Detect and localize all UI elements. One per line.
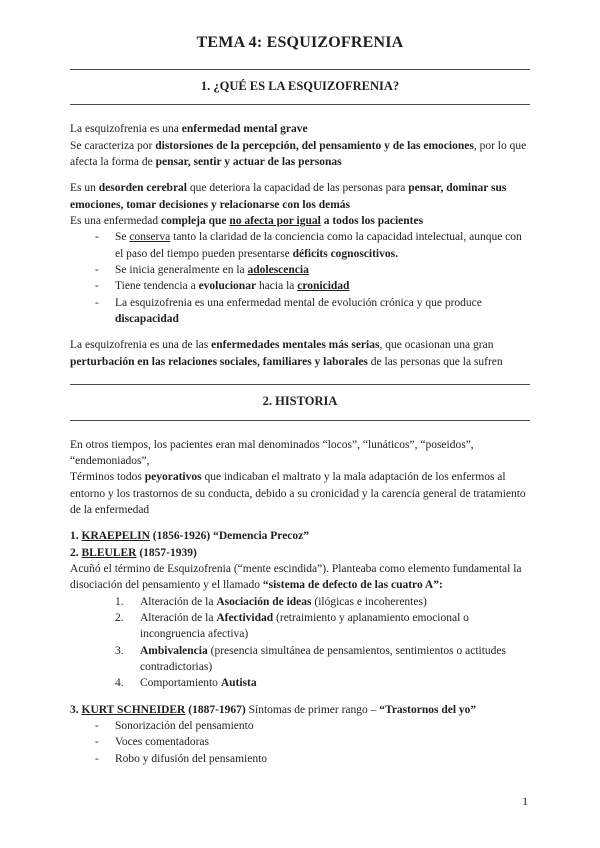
section-1-header [70, 69, 530, 106]
paragraph: La esquizofrenia es una enfermedad mental grave [70, 123, 308, 136]
list-item-text: Alteración de la Asociación de ideas (ilógicas e incoherentes) [140, 595, 427, 608]
list-item [95, 718, 530, 734]
bullet-marker: - [95, 736, 99, 749]
list-item [95, 295, 530, 328]
paragraph-schneider: 3. KURT SCHNEIDER (1887-1967) Síntomas de primer rango – “Trastornos del yo” [70, 703, 477, 716]
list-item [95, 734, 530, 750]
paragraph: Acuñó el término de Esquizofrenia (“mente escindida”). Planteaba como elemento fundamental la disociación del pensamiento y el llamado “sistema de defecto de las cuatro A”: [70, 563, 522, 592]
list-item-text: Sonorización del pensamiento [115, 720, 254, 733]
list-item-text: Robo y difusión del pensamiento [115, 752, 268, 765]
number-marker: 1. [115, 595, 124, 608]
list-item [95, 278, 530, 294]
document-title: TEMA 4: ESQUIZOFRENIA [196, 34, 404, 51]
list-item [95, 229, 530, 262]
bullet-marker: - [95, 280, 99, 293]
paragraph: Es un desorden cerebral que deteriora la capacidad de las personas para pensar, dominar sus emociones, tomar decisiones y relacionarse con los demás [70, 182, 507, 211]
paragraph: En otros tiempos, los pacientes eran mal denominados “locos”, “lunáticos”, “poseidos”, “endemoniados”, [70, 438, 474, 468]
paragraph-kraepelin: 1. KRAEPELIN (1856-1926) “Demencia Precoz” [70, 530, 310, 543]
paragraph: La esquizofrenia es una de las enfermedades mentales más serias, que ocasionan una gran perturbación en las relaciones sociales, familiares y laborales de las personas que la sufren [70, 339, 503, 368]
list-item-text: Se conserva tanto la claridad de la conciencia como la capacidad intelectual, aunque con el paso del tiempo pueden presentarse déficits cognoscitivos. [115, 231, 522, 260]
paragraph-bleuler: 2. BLEULER (1857-1939) [70, 546, 197, 559]
bullet-marker: - [95, 231, 99, 244]
list-item [115, 643, 530, 676]
bullet-marker: - [95, 296, 99, 309]
number-marker: 2. [115, 612, 124, 625]
list-item [95, 262, 530, 278]
paragraph: Términos todos peyorativos que indicaban el maltrato y la mala adaptación de los enfermos al entorno y los trastornos de su conducta, debido a su cronicidad y la carencia general de tratamiento de la enfermedad [70, 471, 526, 517]
paragraph: Se caracteriza por distorsiones de la percepción, del pensamiento y de las emociones, por lo que afecta la forma de pensar, sentir y actuar de las personas [70, 139, 527, 169]
section-2-header [70, 384, 530, 421]
list-item-text: La esquizofrenia es una enfermedad mental de evolución crónica y que produce discapacidad [115, 296, 482, 326]
list-item [115, 675, 530, 691]
page-number: 1 [522, 795, 528, 808]
section-1-heading: 1. ¿QUÉ ES LA ESQUIZOFRENIA? [200, 78, 400, 93]
list-item-text: Comportamiento Autista [140, 677, 257, 690]
list-item-text: Ambivalencia (presencia simultánea de pensamientos, sentimientos o actitudes contradictorias) [140, 644, 507, 674]
number-marker: 4. [115, 677, 124, 690]
list-item-text: Alteración de la Afectividad (retraimiento y aplanamiento emocional o incongruencia afectiva) [140, 612, 469, 641]
bullet-marker: - [95, 264, 99, 277]
bullet-list [70, 718, 530, 767]
numbered-list [70, 594, 530, 692]
divider-line [70, 104, 530, 105]
bullet-marker: - [95, 752, 99, 765]
list-item [95, 751, 530, 767]
section-2-heading: 2. HISTORIA [262, 394, 338, 409]
list-item-text: Tiene tendencia a evolucionar hacia la cronicidad [115, 280, 350, 293]
list-item [115, 610, 530, 643]
list-item-text: Se inicia generalmente en la adolescencia [115, 264, 309, 277]
bullet-list [70, 229, 530, 327]
paragraph: Es una enfermedad compleja que no afecta por igual a todos los pacientes [70, 215, 424, 228]
divider-line [70, 420, 530, 421]
list-item [115, 594, 530, 610]
number-marker: 3. [115, 644, 124, 657]
bullet-marker: - [95, 720, 99, 733]
list-item-text: Voces comentadoras [115, 736, 209, 749]
